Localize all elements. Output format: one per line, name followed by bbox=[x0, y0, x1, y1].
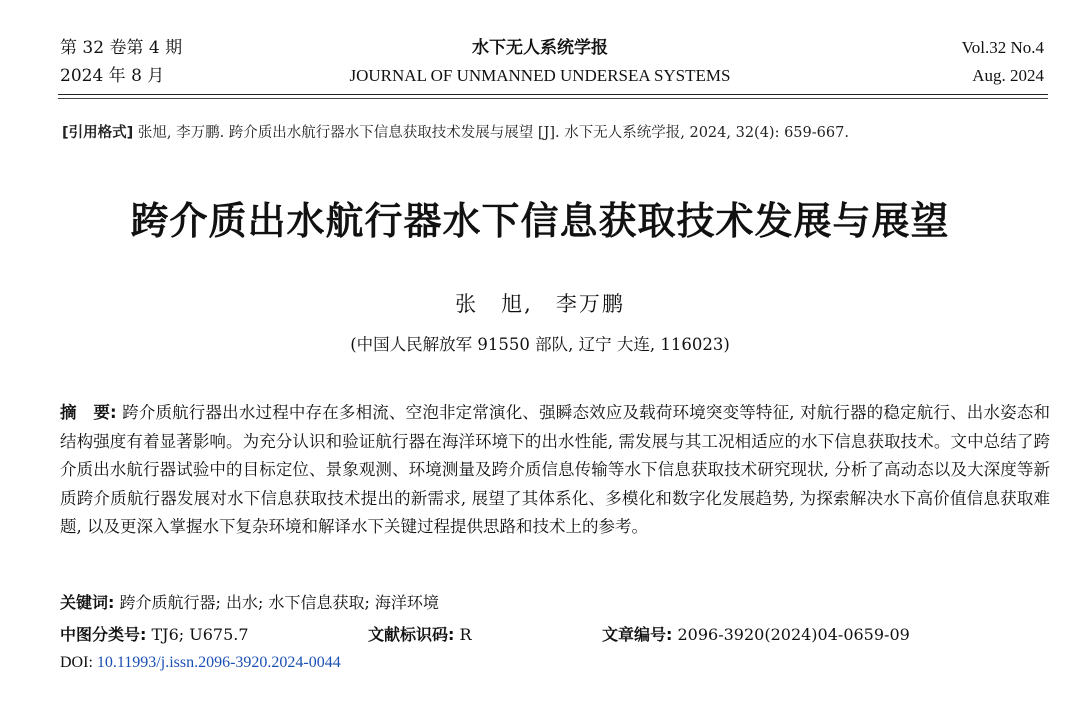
document-code bbox=[368, 622, 472, 645]
doi-link[interactable]: 10.11993/j.issn.2096-3920.2024-0044 bbox=[96, 654, 341, 671]
keywords-label: 关键词: bbox=[60, 593, 115, 612]
abstract-text: 跨介质航行器出水过程中存在多相流、空泡非定常演化、强瞬态效应及载荷环境突变等特征, 对航行器的稳定航行、出水姿态和结构强度有着显著影响。为充分认识和验证航行器在海洋环境下的出水性能, 需发展与其工况相适应的水下信息获取技术。文中总结了跨介质出水航行器试验中的目标定位、景象观测、环境测量及跨介质信息传输等水下信息获取技术研究现状, 分析了高动态以及大深度等新质跨介质航行器发展对水下信息获取技术提出的新需求, 展望了其体系化、多模化和数字化发展趋势, 为探索解决水下高价值信息获取难题, 以及更深入掌握水下复杂环境和解译水下关键过程提供思路和技术上的参考。 bbox=[60, 403, 1050, 536]
publish-date-cn: 2024 年 8 月 bbox=[60, 66, 165, 86]
affiliation: (中国人民解放军 91550 部队, 辽宁 大连, 116023) bbox=[350, 335, 730, 354]
citation-text: 张旭, 李万鹏. 跨介质出水航行器水下信息获取技术发展与展望 [J]. 水下无人系统学报, 2024, 32(4): 659-667. bbox=[137, 125, 849, 141]
document-code-label: 文献标识码: bbox=[368, 625, 455, 644]
abstract bbox=[60, 399, 1050, 542]
article-number bbox=[602, 622, 910, 645]
paper-title: 跨介质出水航行器水下信息获取技术发展与展望 bbox=[130, 199, 950, 243]
article-number-value: 2096-3920(2024)04-0659-09 bbox=[677, 625, 910, 644]
clc-label: 中图分类号: bbox=[60, 625, 147, 644]
document-code-value: R bbox=[459, 625, 472, 644]
clc-value: TJ6; U675.7 bbox=[151, 625, 249, 644]
doi bbox=[60, 654, 341, 672]
header-rule-thick bbox=[58, 94, 1048, 95]
article-number-label: 文章编号: bbox=[602, 625, 673, 644]
volume-issue: 第 32 卷第 4 期 bbox=[60, 38, 183, 58]
citation-label: [引用格式] bbox=[62, 125, 134, 141]
publish-date-en: Aug. 2024 bbox=[972, 66, 1044, 85]
citation-format bbox=[62, 121, 849, 142]
header-rule-thin bbox=[58, 98, 1048, 99]
keywords bbox=[60, 590, 439, 613]
journal-name-cn: 水下无人系统学报 bbox=[472, 38, 608, 58]
doi-label: DOI: bbox=[60, 654, 93, 671]
journal-name-en: JOURNAL OF UNMANNED UNDERSEA SYSTEMS bbox=[349, 66, 731, 85]
clc-number bbox=[60, 622, 249, 645]
authors: 张 旭, 李万鹏 bbox=[455, 292, 625, 316]
keywords-text: 跨介质航行器; 出水; 水下信息获取; 海洋环境 bbox=[119, 593, 439, 612]
abstract-label: 摘 要: bbox=[60, 403, 117, 422]
volume-number-en: Vol.32 No.4 bbox=[961, 38, 1044, 57]
